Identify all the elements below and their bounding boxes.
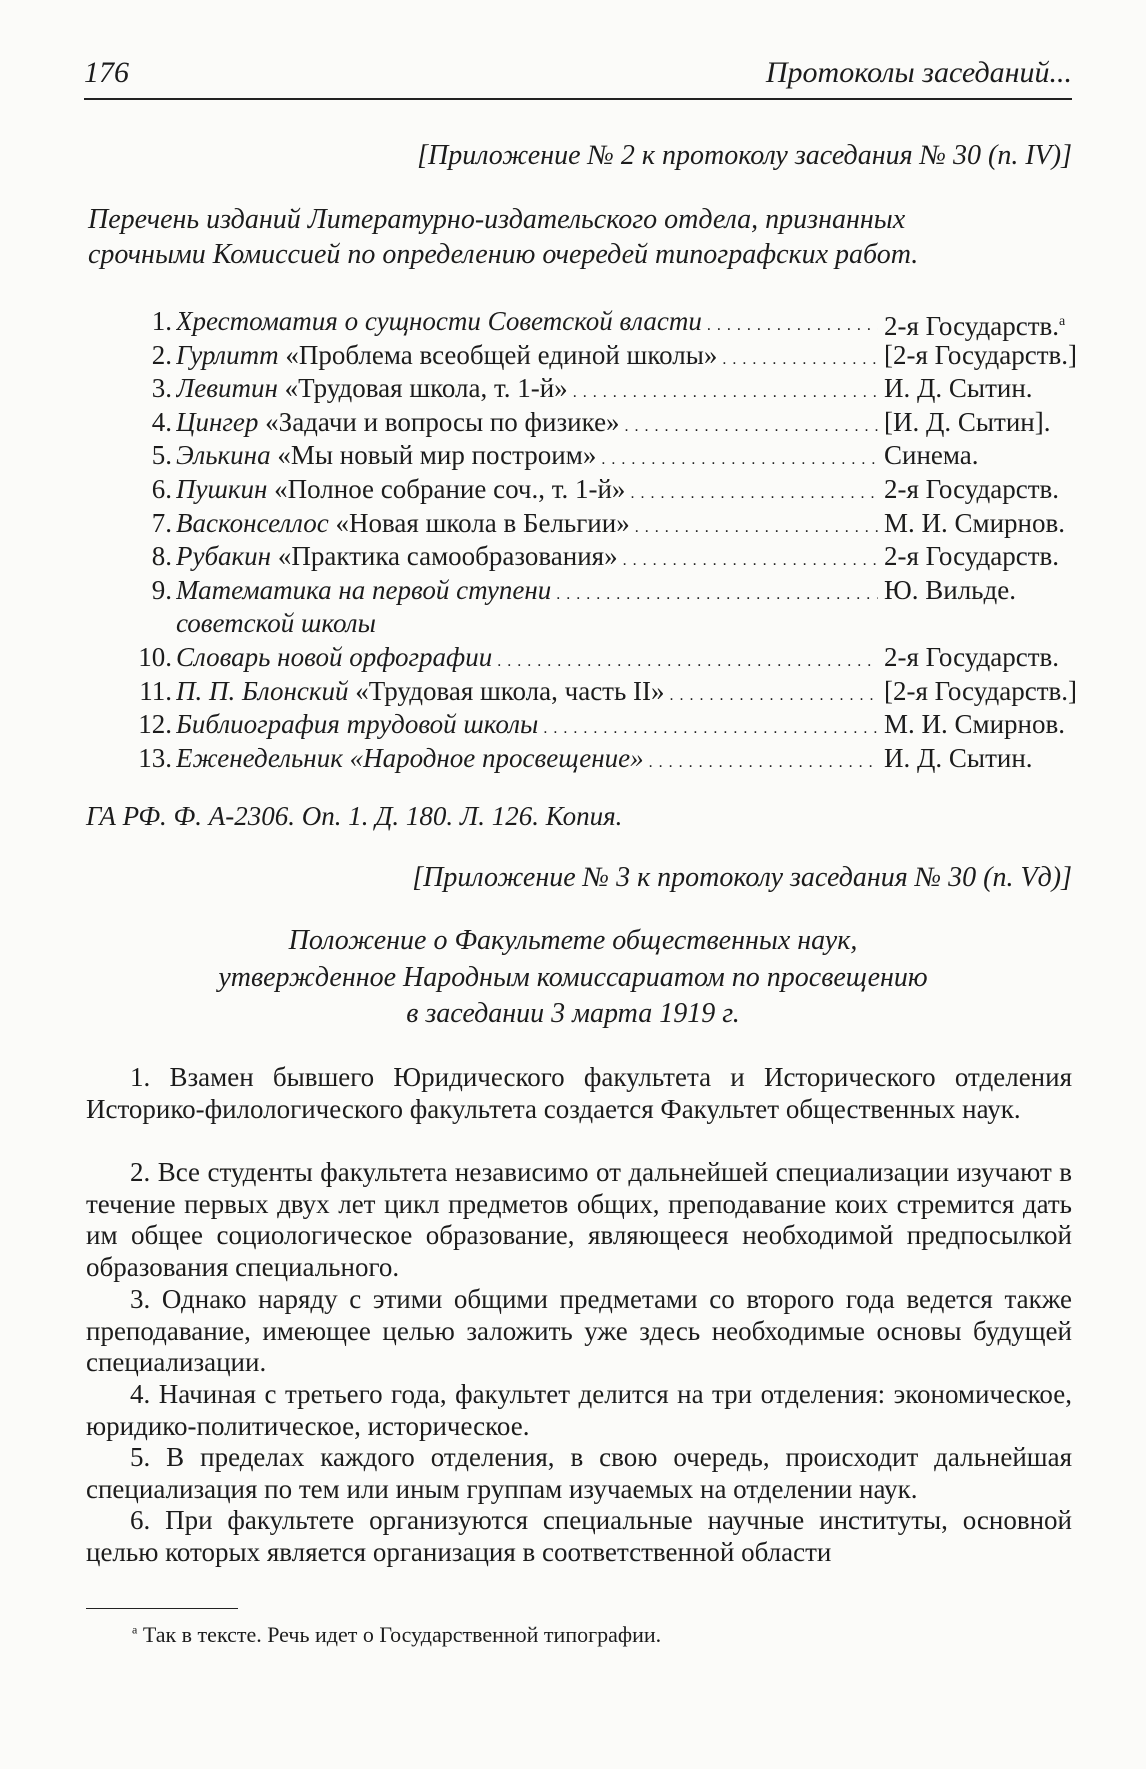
list-item: 5. Элькина «Мы новый мир построим» . . . Синема.	[108, 439, 1073, 473]
list-item: 6. Пушкин «Полное собрание соч., т. 1-й» . . . 2-я Государств.	[108, 473, 1073, 507]
page-header	[84, 52, 1072, 100]
list-item: 1. Хрестоматия о сущности Советской власти . . . 2-я Государств.$^а$	[108, 305, 1073, 339]
list-item: 3. Левитин «Трудовая школа, т. 1-й» . . . И. Д. Сытин.	[108, 372, 1073, 406]
list-item: 10. Словарь новой орфографии . . . 2-я Государств.	[108, 641, 1073, 675]
appendix-2-heading-line2: срочными Комиссией по определению очередей типографских работ.	[88, 239, 919, 270]
paragraph: 6. При факультете организуются специальные научные институты, основной целью которых является организация в соответственной области	[86, 1505, 1072, 1567]
archive-source: ГА РФ. Ф. А-2306. Оп. 1. Д. 180. Л. 126. Копия.	[86, 801, 623, 831]
paragraph: 2. Все студенты факультета независимо от дальнейшей специализации изучают в течение первых двух лет цикл предметов общих, преподавание коих стремится дать им общее социологическое образование, являющееся необходимой предпосылкой образования специального.	[86, 1157, 1072, 1282]
appendix-3-heading-line3: в заседании 3 марта 1919 г.	[406, 998, 740, 1029]
paragraph: 3. Однако наряду с этими общими предметами со второго года ведется также преподавание, имеющее целью заложить уже здесь необходимые основы будущей специализации.	[86, 1284, 1072, 1377]
paragraph: 5. В пределах каждого отделения, в свою очередь, происходит дальнейшая специализация по тем или иным группам изучаемых на отделении наук.	[86, 1442, 1072, 1504]
appendix-2-heading-line1: Перечень изданий Литературно-издательского отдела, признанных	[88, 204, 906, 235]
paragraph: 4. Начиная с третьего года, факультет делится на три отделения: экономическое, юридико-политическое, историческое.	[86, 1379, 1072, 1441]
list-item: советской школы	[176, 608, 376, 639]
list-item: 11. П. П. Блонский «Трудовая школа, часть II» . . . [2-я Государств.]	[108, 675, 1073, 709]
list-item: 8. Рубакин «Практика самообразования» . . . 2-я Государств.	[108, 540, 1073, 574]
publications-list	[108, 305, 1077, 775]
footnote-marker: а	[1059, 314, 1066, 329]
list-item: 4. Цингер «Задачи и вопросы по физике» . . . [И. Д. Сытин].	[108, 406, 1073, 440]
list-item: 9. Математика на первой ступени . . . Ю. Вильде.	[108, 574, 1073, 608]
footnote-marker: а	[132, 1622, 138, 1637]
list-item: 12. Библиография трудовой школы . . . М. И. Смирнов.	[108, 708, 1073, 742]
footnote-rule	[86, 1608, 238, 1609]
running-title: Протоколы заседаний...	[765, 56, 1072, 89]
footnote-text: Так в тексте. Речь идет о Государственной типографии.	[142, 1622, 662, 1647]
list-item: 13. Еженедельник «Народное просвещение» . . . И. Д. Сытин.	[108, 742, 1073, 776]
appendix-3-title: [Приложение № 3 к протоколу заседания № 30 (п. Vд)]	[412, 862, 1072, 893]
list-item: 2. Гурлитт «Проблема всеобщей единой школы» . . . [2-я Государств.]	[108, 339, 1073, 373]
footnote	[132, 1622, 661, 1648]
page-number: 176	[84, 56, 129, 89]
list-item: 7. Васконселлос «Новая школа в Бельгии» . . . М. И. Смирнов.	[108, 507, 1073, 541]
paragraph: 1. Взамен бывшего Юридического факультета и Исторического отделения Историко-филологического факультета создается Факультет общественных наук.	[86, 1062, 1072, 1124]
appendix-2-title: [Приложение № 2 к протоколу заседания № 30 (п. IV)]	[417, 140, 1072, 171]
appendix-3-heading-line1: Положение о Факультете общественных наук,	[288, 925, 858, 956]
appendix-3-heading-line2: утвержденное Народным комиссариатом по просвещению	[218, 962, 928, 993]
